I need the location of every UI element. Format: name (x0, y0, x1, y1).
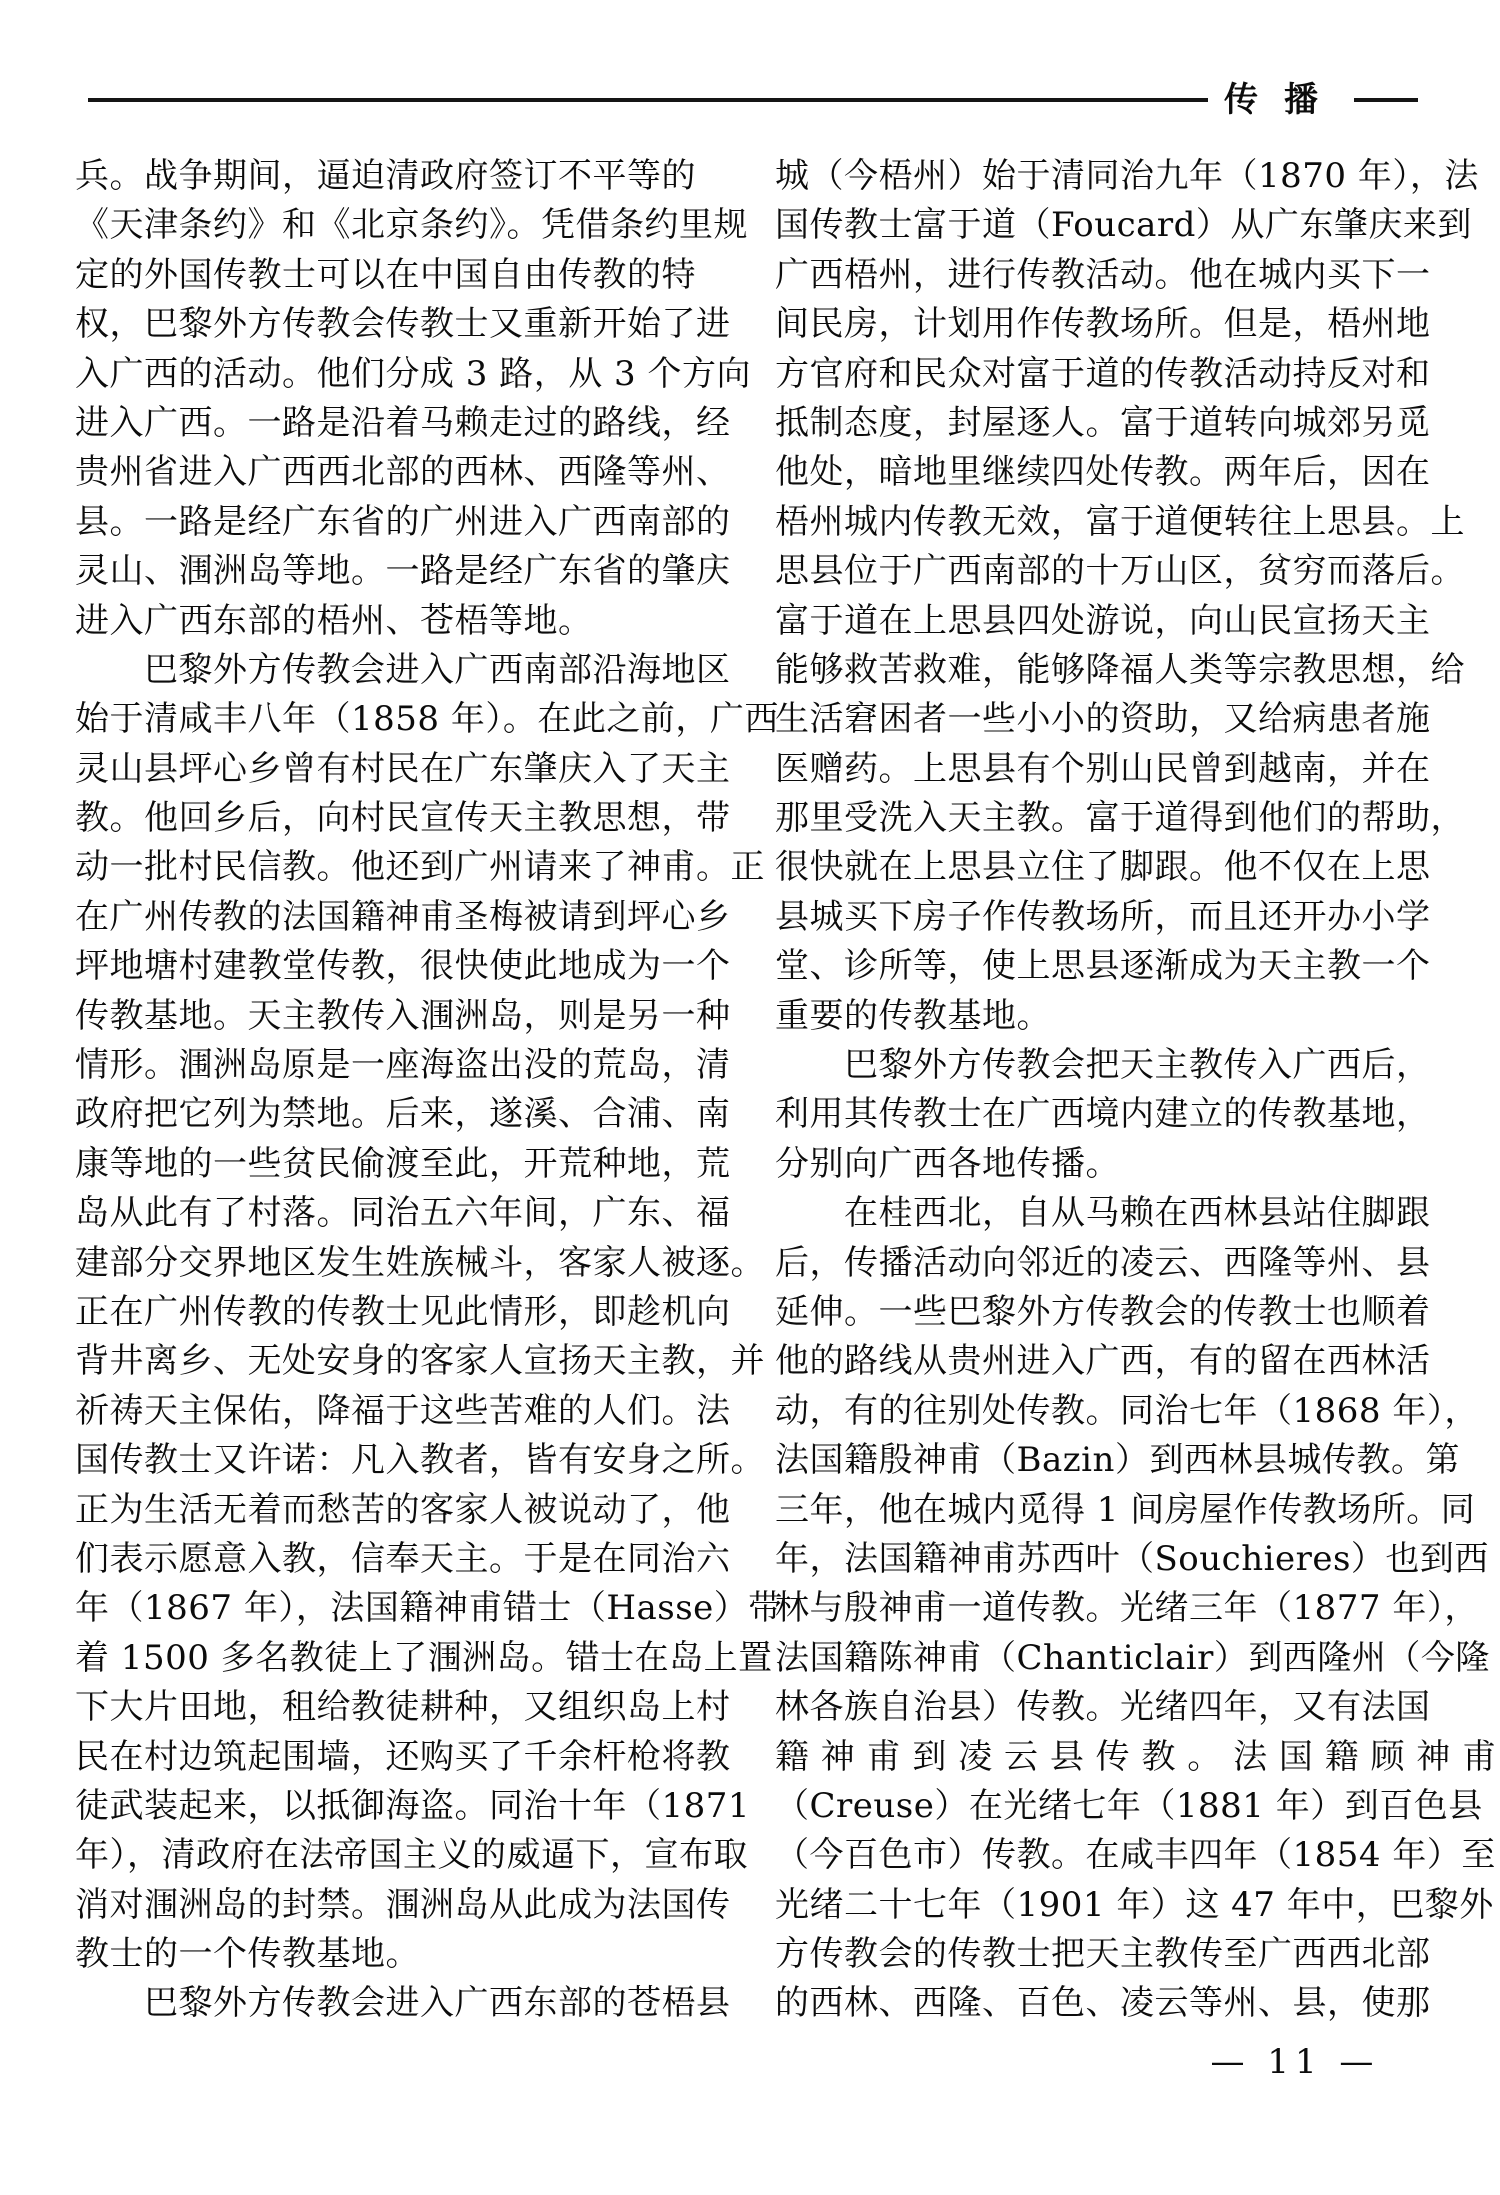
header-section-title: 传播 (1224, 80, 1344, 120)
text-line: 徒武装起来，以抵御海盗。同治十年（1871 (75, 1785, 751, 1826)
text-line: 他处，暗地里继续四处传教。两年后，因在 (775, 452, 1431, 493)
text-line: 灵山、涠洲岛等地。一路是经广东省的肇庆 (75, 551, 731, 592)
text-line: 权，巴黎外方传教会传教士又重新开始了进 (75, 304, 731, 345)
text-line: 城（今梧州）始于清同治九年（1870 年），法 (775, 156, 1479, 196)
text-columns (75, 152, 1497, 2029)
text-line: 方官府和民众对富于道的传教活动持反对和 (775, 353, 1431, 394)
text-line: 医赠药。上思县有个别山民曾到越南，并在 (775, 748, 1431, 789)
text-line: 动一批村民信教。他还到广州请来了神甫。正 (75, 847, 765, 888)
text-line: 后，传播活动向邻近的凌云、西隆等州、县 (775, 1242, 1431, 1283)
text-line: 建部分交界地区发生姓族械斗，客家人被逐。 (75, 1242, 765, 1283)
text-line: 灵山县坪心乡曾有村民在广东肇庆入了天主 (75, 748, 731, 789)
text-line: （Creuse）在光绪七年（1881 年）到百色县 (775, 1785, 1483, 1826)
text-line: 的西林、西隆、百色、凌云等州、县，使那 (775, 1983, 1431, 2024)
right-text-column (775, 152, 1497, 2029)
text-line: 贵州省进入广西西北部的西林、西隆等州、 (75, 452, 731, 493)
text-line: 下大片田地，租给教徒耕种，又组织岛上村 (75, 1687, 731, 1728)
text-line: 方传教会的传教士把天主教传至广西西北部 (775, 1934, 1431, 1975)
text-line: 思县位于广西南部的十万山区，贫穷而落后。 (775, 551, 1465, 592)
text-line: 教士的一个传教基地。 (75, 1934, 420, 1975)
text-line: 三年，他在城内觅得 1 间房屋作传教场所。同 (775, 1489, 1476, 1530)
text-line: 岛从此有了村落。同治五六年间，广东、福 (75, 1193, 731, 1234)
text-line: 们表示愿意入教，信奉天主。于是在同治六 (75, 1538, 731, 1579)
text-line: （今百色市）传教。在咸丰四年（1854 年）至 (775, 1835, 1496, 1876)
header-rule-long (88, 98, 1208, 102)
text-line: 能够救苦救难，能够降福人类等宗教思想，给 (775, 649, 1465, 690)
text-line: 巴黎外方传教会把天主教传入广西后， (775, 1045, 1431, 1086)
text-line: 林与殷神甫一道传教。光绪三年（1877 年）， (775, 1588, 1479, 1629)
text-line: 坪地塘村建教堂传教，很快使此地成为一个 (75, 946, 731, 987)
text-line: 延伸。一些巴黎外方传教会的传教士也顺着 (775, 1291, 1431, 1332)
text-line: 传教基地。天主教传入涠洲岛，则是另一种 (75, 995, 731, 1036)
text-line: 在广州传教的法国籍神甫圣梅被请到坪心乡 (75, 896, 731, 937)
text-line: 年），清政府在法帝国主义的威逼下，宣布取 (75, 1835, 748, 1876)
text-line: 教。他回乡后，向村民宣传天主教思想，带 (75, 798, 731, 839)
text-line: 生活窘困者一些小小的资助，又给病患者施 (775, 699, 1431, 740)
text-line: 进入广西。一路是沿着马赖走过的路线，经 (75, 402, 731, 443)
text-line: 国传教士又许诺：凡入教者，皆有安身之所。 (75, 1440, 765, 1481)
text-line: 消对涠洲岛的封禁。涠洲岛从此成为法国传 (75, 1884, 731, 1925)
text-line: 动，有的往别处传教。同治七年（1868 年）， (775, 1390, 1479, 1431)
text-line: 正为生活无着而愁苦的客家人被说动了，他 (75, 1489, 731, 1530)
text-line: 堂、诊所等，使上思县逐渐成为天主教一个 (775, 946, 1431, 987)
text-line: 富于道在上思县四处游说，向山民宣扬天主 (775, 600, 1431, 641)
running-header (88, 78, 1418, 122)
text-line: 祈祷天主保佑，降福于这些苦难的人们。法 (75, 1390, 731, 1431)
text-line: 年，法国籍神甫苏西叶（Souchieres）也到西 (775, 1538, 1489, 1579)
text-line: 进入广西东部的梧州、苍梧等地。 (75, 600, 593, 641)
text-line: 情形。涠洲岛原是一座海盗出没的荒岛，清 (75, 1045, 731, 1086)
text-line: 康等地的一些贫民偷渡至此，开荒种地，荒 (75, 1143, 731, 1184)
page-number: — 11 — (1210, 2042, 1380, 2082)
text-line: 分别向广西各地传播。 (775, 1143, 1120, 1184)
text-line: 籍 神 甫 到 凌 云 县 传 教 。 法 国 籍 顾 神 甫 (775, 1736, 1497, 1777)
text-line: 入广西的活动。他们分成 3 路，从 3 个方向 (75, 353, 751, 394)
text-line: 那里受洗入天主教。富于道得到他们的帮助， (775, 798, 1465, 839)
text-line: 很快就在上思县立住了脚跟。他不仅在上思 (775, 847, 1431, 888)
text-line: 国传教士富于道（Foucard）从广东肇庆来到 (775, 205, 1472, 246)
text-line: 梧州城内传教无效，富于道便转往上思县。上 (775, 501, 1465, 542)
text-line: 法国籍殷神甫（Bazin）到西林县城传教。第 (775, 1440, 1460, 1481)
text-line: 林各族自治县）传教。光绪四年，又有法国 (775, 1687, 1431, 1728)
text-line: 在桂西北，自从马赖在西林县站住脚跟 (775, 1193, 1431, 1234)
text-line: 政府把它列为禁地。后来，遂溪、合浦、南 (75, 1094, 731, 1135)
text-line: 年（1867 年），法国籍神甫错士（Hasse）带 (75, 1588, 783, 1629)
text-line: 《天津条约》和《北京条约》。凭借条约里规 (75, 205, 748, 246)
left-text-column (75, 152, 783, 2029)
text-line: 重要的传教基地。 (775, 995, 1051, 1036)
text-line: 间民房，计划用作传教场所。但是，梧州地 (775, 304, 1431, 345)
text-line: 始于清咸丰八年（1858 年）。在此之前，广西 (75, 699, 779, 740)
text-line: 法国籍陈神甫（Chanticlair）到西隆州（今隆 (775, 1637, 1490, 1678)
text-line: 利用其传教士在广西境内建立的传教基地， (775, 1094, 1431, 1135)
header-rule-short (1354, 98, 1418, 102)
text-line: 兵。战争期间，逼迫清政府签订不平等的 (75, 156, 696, 196)
text-line: 巴黎外方传教会进入广西东部的苍梧县 (75, 1983, 731, 2024)
text-line: 他的路线从贵州进入广西，有的留在西林活 (775, 1341, 1431, 1382)
text-line: 光绪二十七年（1901 年）这 47 年中，巴黎外 (775, 1884, 1494, 1925)
text-line: 着 1500 多名教徒上了涠洲岛。错士在岛上置 (75, 1637, 773, 1678)
text-line: 巴黎外方传教会进入广西南部沿海地区 (75, 649, 731, 690)
text-line: 广西梧州，进行传教活动。他在城内买下一 (775, 254, 1431, 295)
text-line: 背井离乡、无处安身的客家人宣扬天主教，并 (75, 1341, 765, 1382)
text-line: 县城买下房子作传教场所，而且还开办小学 (775, 896, 1431, 937)
text-line: 定的外国传教士可以在中国自由传教的特 (75, 254, 696, 295)
text-line: 民在村边筑起围墙，还购买了千余杆枪将教 (75, 1736, 731, 1777)
text-line: 正在广州传教的传教士见此情形，即趁机向 (75, 1291, 731, 1332)
text-line: 抵制态度，封屋逐人。富于道转向城郊另觅 (775, 402, 1431, 443)
text-line: 县。一路是经广东省的广州进入广西南部的 (75, 501, 731, 542)
